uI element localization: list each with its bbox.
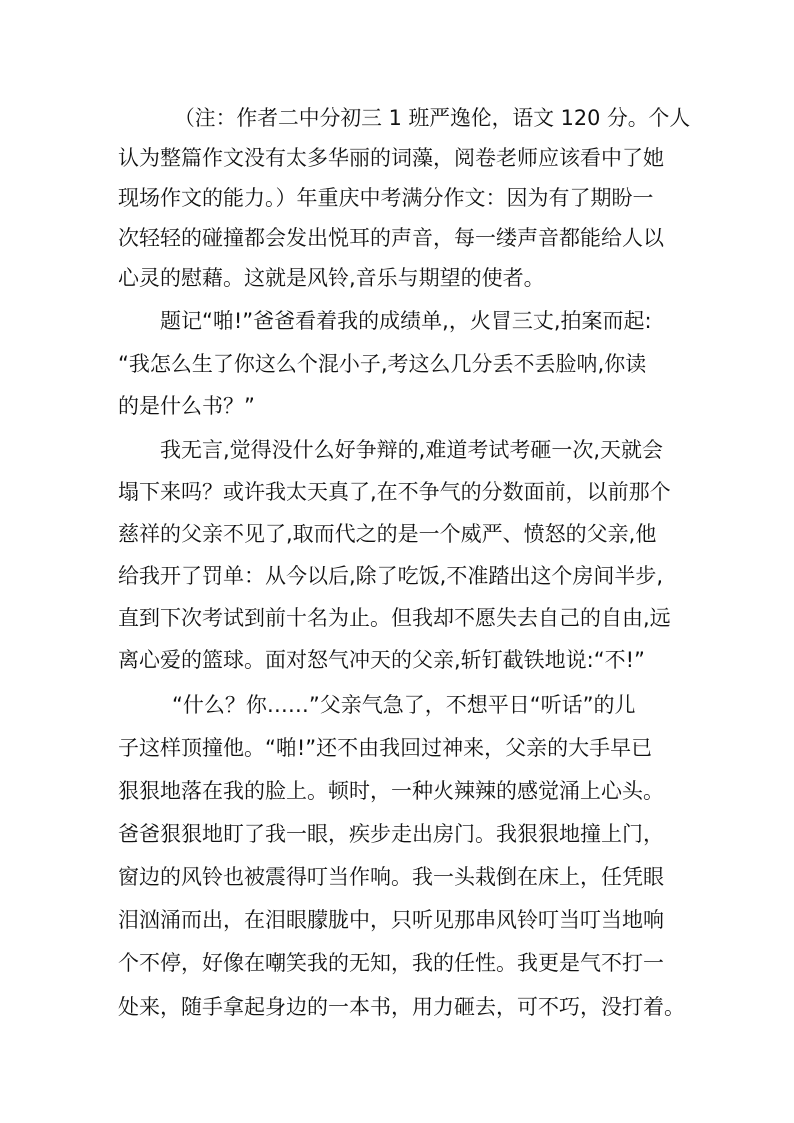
text-line: 个不停，好像在嘲笑我的无知，我的任性。我更是气不打一 bbox=[118, 951, 664, 975]
text-line: 心灵的慰藉。这就是风铃,音乐与期望的使者。 bbox=[118, 266, 545, 290]
text-line: 慈祥的父亲不见了,取而代之的是一个威严、愤怒的父亲,他 bbox=[118, 522, 657, 546]
text-line: 给我开了罚单：从今以后,除了吃饭,不准踏出这个房间半步, bbox=[118, 564, 664, 588]
text-line: 的是什么书？” bbox=[118, 394, 255, 418]
text-line: 现场作文的能力。）年重庆中考满分作文：因为有了期盼一 bbox=[118, 186, 654, 210]
text-line: 泪汹涌而出，在泪眼朦胧中，只听见那串风铃叮当叮当地响 bbox=[118, 908, 664, 932]
text-line: （注：作者二中分初三 1 班严逸伦，语文 120 分。个人 bbox=[174, 106, 691, 130]
text-line: “什么？你……”父亲气急了，不想平日“听话”的儿 bbox=[172, 693, 636, 717]
text-line: “我怎么生了你这么个混小子,考这么几分丢不丢脸呐,你读 bbox=[118, 352, 647, 376]
text-line: 狠狠地落在我的脸上。顿时，一种火辣辣的感觉涌上心头。 bbox=[118, 779, 664, 803]
text-line: 次轻轻的碰撞都会发出悦耳的声音，每一缕声音都能给人以 bbox=[118, 226, 664, 250]
text-line: 题记“啪!”爸爸看着我的成绩单,，火冒三丈,拍案而起: bbox=[160, 309, 652, 333]
text-line: 我无言,觉得没什么好争辩的,难道考试考砸一次,天就会 bbox=[160, 438, 664, 462]
text-line: 窗边的风铃也被震得叮当作响。我一头栽倒在床上，任凭眼 bbox=[118, 865, 664, 889]
text-line: 子这样顶撞他。“啪!”还不由我回过神来，父亲的大手早已 bbox=[118, 736, 653, 760]
text-line: 爸爸狠狠地盯了我一眼，疾步走出房门。我狠狠地撞上门， bbox=[118, 822, 664, 846]
text-line: 处来，随手拿起身边的一本书，用力砸去，可不巧，没打着。 bbox=[118, 995, 685, 1019]
text-line: 认为整篇作文没有太多华丽的词藻，阅卷老师应该看中了她 bbox=[118, 146, 664, 170]
text-line: 直到下次考试到前十名为止。但我却不愿失去自己的自由,远 bbox=[118, 606, 671, 630]
text-line: 离心爱的篮球。面对怒气冲天的父亲,斩钉截铁地说:“不!” bbox=[118, 648, 645, 672]
text-line: 塌下来吗？或许我太天真了,在不争气的分数面前，以前那个 bbox=[118, 480, 671, 504]
